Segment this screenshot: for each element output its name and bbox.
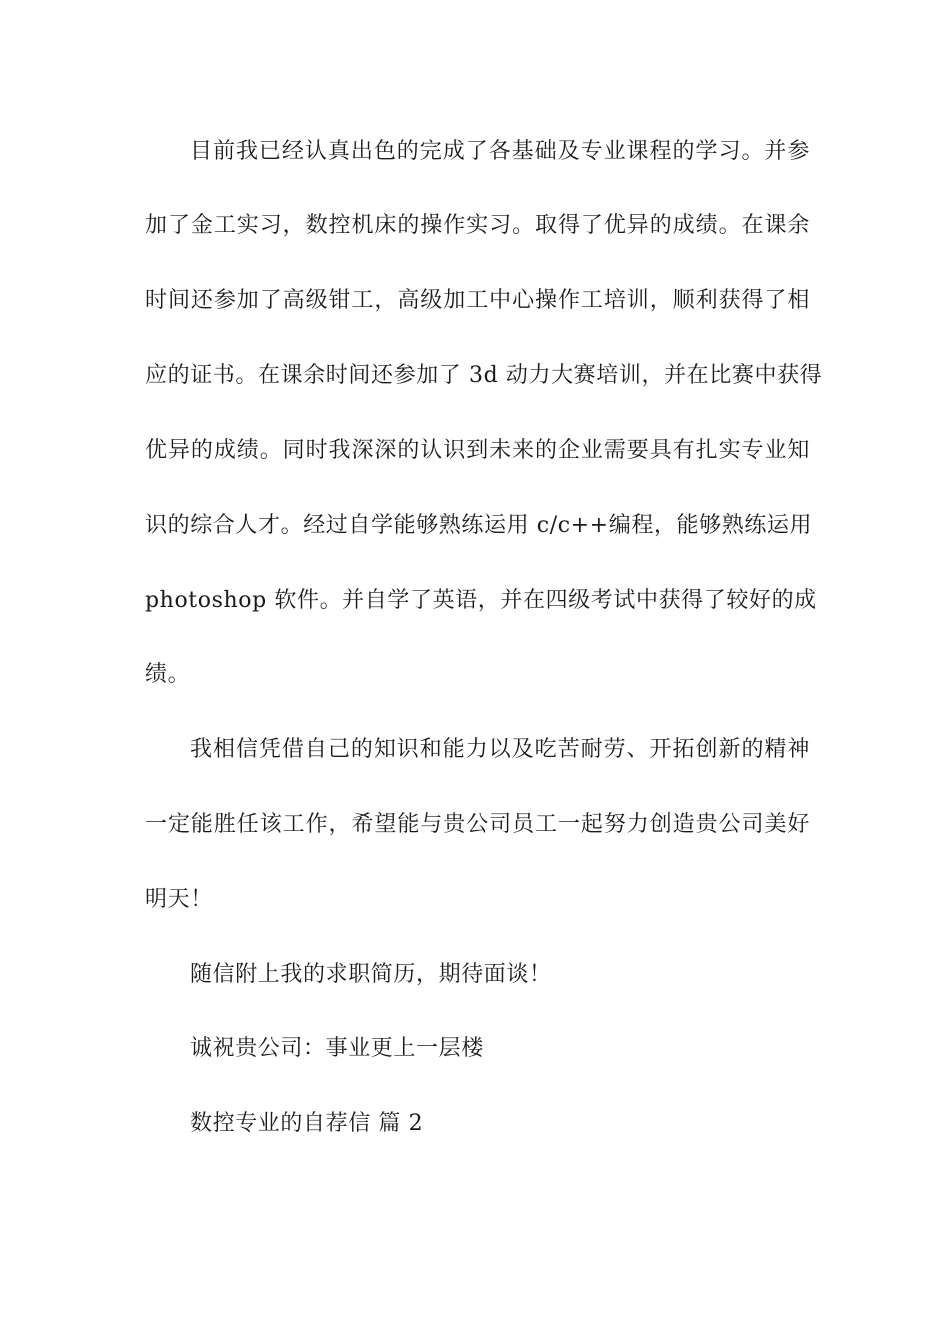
paragraph-2-line-2: 一定能胜任该工作，希望能与贵公司员工一起努力创造贵公司美好: [145, 812, 810, 837]
paragraph-1-line-6: 识的综合人才。经过自学能够熟练运用 c/c++编程，能够熟练运用: [145, 513, 813, 538]
paragraph-1-line-7: photoshop 软件。并自学了英语，并在四级考试中获得了较好的成: [145, 588, 817, 613]
paragraph-1-line-1: 目前我已经认真出色的完成了各基础及专业课程的学习。并参: [190, 139, 810, 164]
paragraph-2-line-1: 我相信凭借自己的知识和能力以及吃苦耐劳、开拓创新的精神: [190, 737, 810, 762]
paragraph-1-line-2: 加了金工实习，数控机床的操作实习。取得了优异的成绩。在课余: [145, 213, 810, 238]
wishes-line: 诚祝贵公司：事业更上一层楼: [190, 1036, 484, 1061]
closing-line: 随信附上我的求职简历，期待面谈！: [190, 962, 552, 987]
paragraph-1-line-5: 优异的成绩。同时我深深的认识到未来的企业需要具有扎实专业知: [145, 438, 810, 463]
paragraph-1-line-3: 时间还参加了高级钳工，高级加工中心操作工培训，顺利获得了相: [145, 288, 810, 313]
paragraph-1-line-4: 应的证书。在课余时间还参加了 3d 动力大赛培训，并在比赛中获得: [145, 363, 823, 388]
paragraph-1-line-8: 绩。: [145, 662, 191, 687]
next-section-heading: 数控专业的自荐信 篇 2: [190, 1111, 424, 1136]
paragraph-2-line-3: 明天！: [145, 887, 213, 912]
